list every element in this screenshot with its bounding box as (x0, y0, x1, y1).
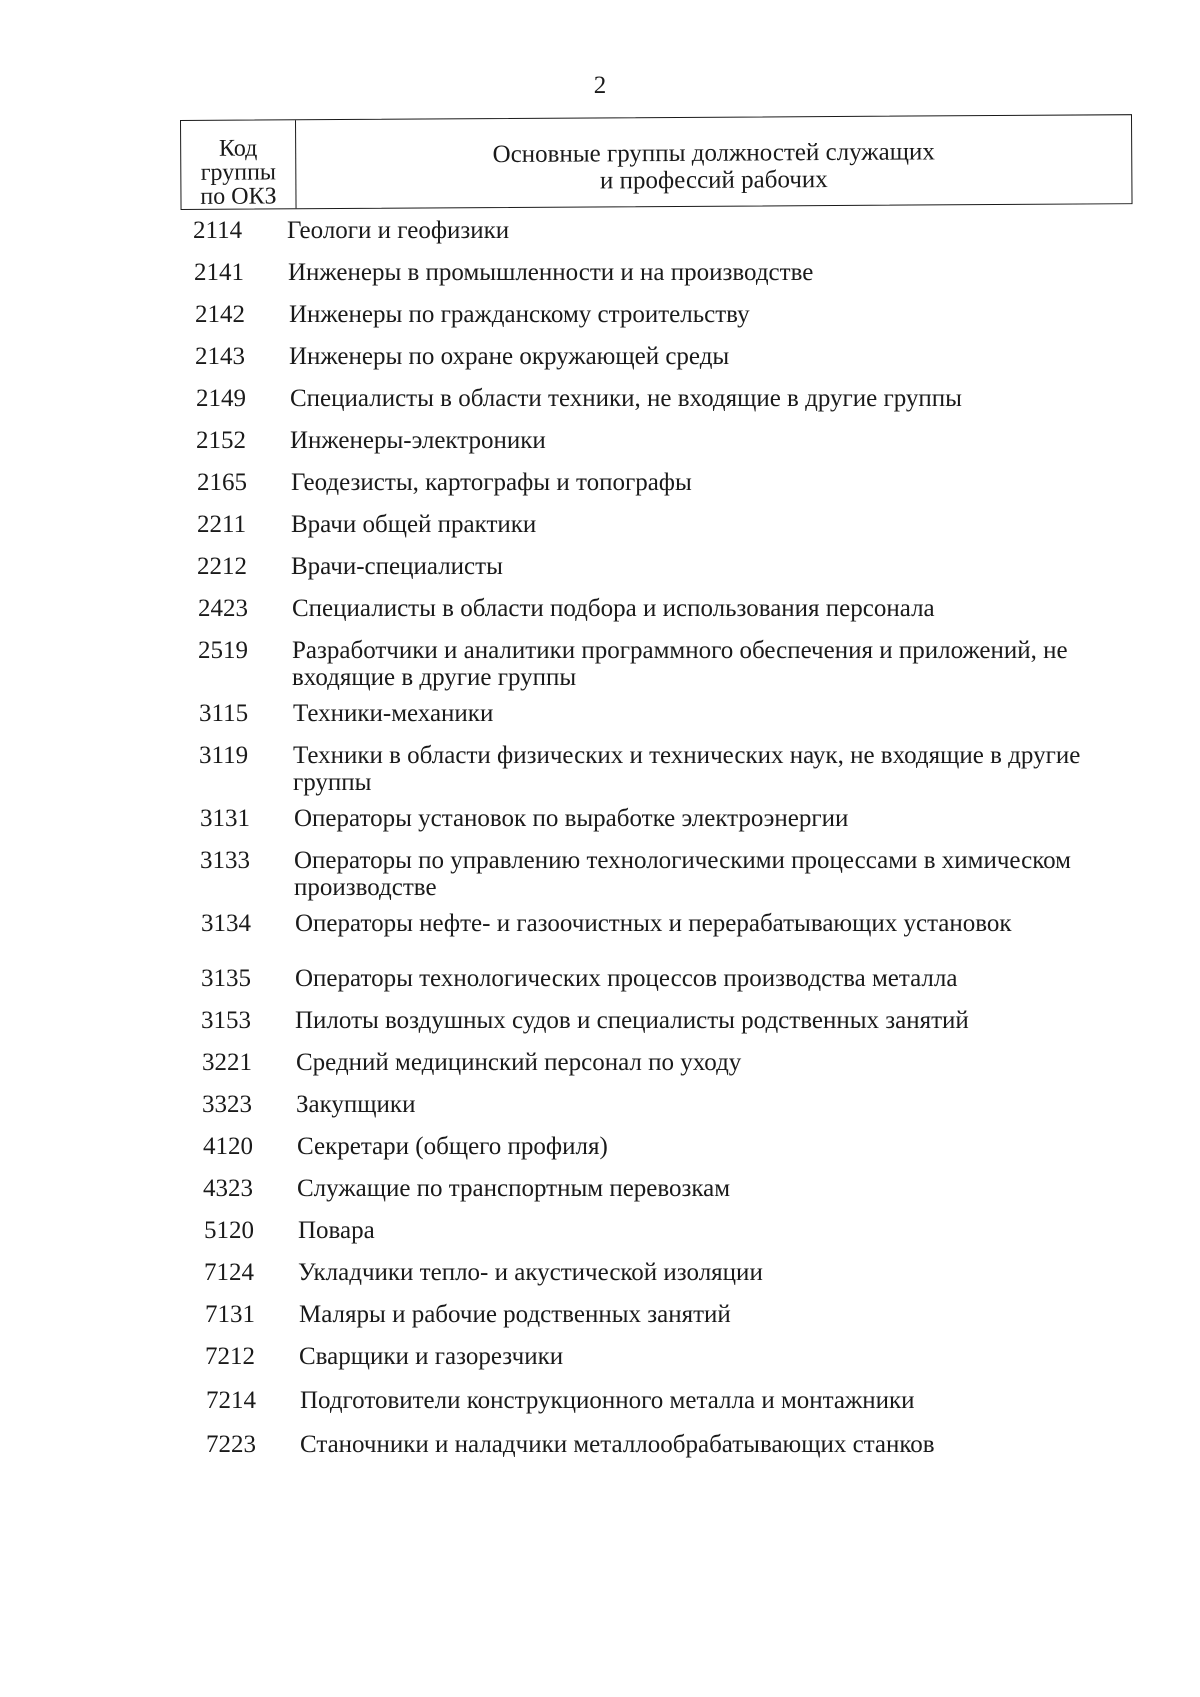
header-title-line: Основные группы должностей служащих (492, 138, 935, 169)
occupation-name: Операторы технологических процессов производства металла (295, 965, 958, 992)
header-code-line: по ОКЗ (200, 183, 277, 210)
okz-code: 2142 (195, 301, 245, 328)
okz-code: 2165 (197, 469, 247, 496)
okz-code: 5120 (204, 1217, 254, 1244)
occupation-name: Инженеры по охране окружающей среды (289, 343, 730, 370)
occupation-name: Операторы установок по выработке электроэнергии (294, 805, 849, 832)
okz-code: 7212 (205, 1343, 255, 1370)
occupation-name: Сварщики и газорезчики (299, 1343, 564, 1370)
okz-code: 3131 (200, 805, 250, 832)
occupation-name: Геологи и геофизики (287, 217, 510, 244)
okz-code: 2423 (198, 595, 248, 622)
okz-code: 3135 (201, 965, 251, 992)
occupation-name: Инженеры по гражданскому строительству (289, 301, 750, 328)
occupation-name: Разработчики и аналитики программного обеспечения и приложений, не входящие в другие группы (292, 637, 1068, 691)
occupation-name: Подготовители конструкционного металла и монтажники (300, 1387, 915, 1414)
okz-code: 7223 (206, 1431, 256, 1458)
occupation-name: Техники в области физических и технических наук, не входящие в другие группы (293, 742, 1081, 796)
okz-code: 3153 (201, 1007, 251, 1034)
occupation-name: Маляры и рабочие родственных занятий (299, 1301, 731, 1328)
occupation-name: Пилоты воздушных судов и специалисты родственных занятий (295, 1007, 969, 1034)
occupation-name: Укладчики тепло- и акустической изоляции (298, 1259, 763, 1286)
occupation-name: Закупщики (296, 1091, 416, 1118)
header-code-line: группы (200, 159, 277, 186)
okz-code: 7214 (206, 1387, 256, 1414)
occupation-name: Операторы нефте- и газоочистных и перерабатывающих установок (295, 910, 1012, 937)
occupation-name: Специалисты в области подбора и использования персонала (292, 595, 935, 622)
okz-code: 2211 (197, 511, 247, 538)
occupation-name: Средний медицинский персонал по уходу (296, 1049, 742, 1076)
okz-code: 3134 (201, 910, 251, 937)
occupation-name: Служащие по транспортным перевозкам (297, 1175, 731, 1202)
occupation-name: Специалисты в области техники, не входящие в другие группы (290, 385, 962, 412)
okz-code: 7124 (204, 1259, 254, 1286)
okz-code: 2152 (196, 427, 246, 454)
okz-code: 3115 (199, 700, 249, 727)
page-number: 2 (593, 72, 607, 99)
okz-code: 2212 (197, 553, 247, 580)
occupation-name: Врачи общей практики (291, 511, 537, 538)
occupation-name: Операторы по управлению технологическими процессами в химическом производстве (294, 847, 1071, 901)
okz-code: 2149 (196, 385, 246, 412)
header-title-line: и профессий рабочих (599, 166, 828, 195)
okz-code: 2519 (198, 637, 248, 664)
okz-code: 7131 (205, 1301, 255, 1328)
okz-code: 2141 (194, 259, 244, 286)
okz-code: 4323 (203, 1175, 253, 1202)
occupation-name: Врачи-специалисты (291, 553, 503, 580)
okz-code: 3133 (200, 847, 250, 874)
okz-code: 3119 (199, 742, 249, 769)
occupation-name: Инженеры-электроники (290, 427, 546, 454)
okz-code: 4120 (203, 1133, 253, 1160)
occupation-name: Геодезисты, картографы и топографы (291, 469, 692, 496)
okz-code: 2143 (195, 343, 245, 370)
occupation-name: Техники-механики (293, 700, 494, 727)
okz-code: 2114 (193, 217, 243, 244)
occupation-name: Станочники и наладчики металлообрабатывающих станков (300, 1431, 935, 1458)
occupation-name: Инженеры в промышленности и на производстве (288, 259, 814, 286)
okz-code: 3323 (202, 1091, 252, 1118)
occupation-name: Повара (298, 1217, 375, 1244)
header-code-line: Код (218, 135, 258, 162)
occupation-name: Секретари (общего профиля) (297, 1133, 608, 1160)
okz-code: 3221 (202, 1049, 252, 1076)
